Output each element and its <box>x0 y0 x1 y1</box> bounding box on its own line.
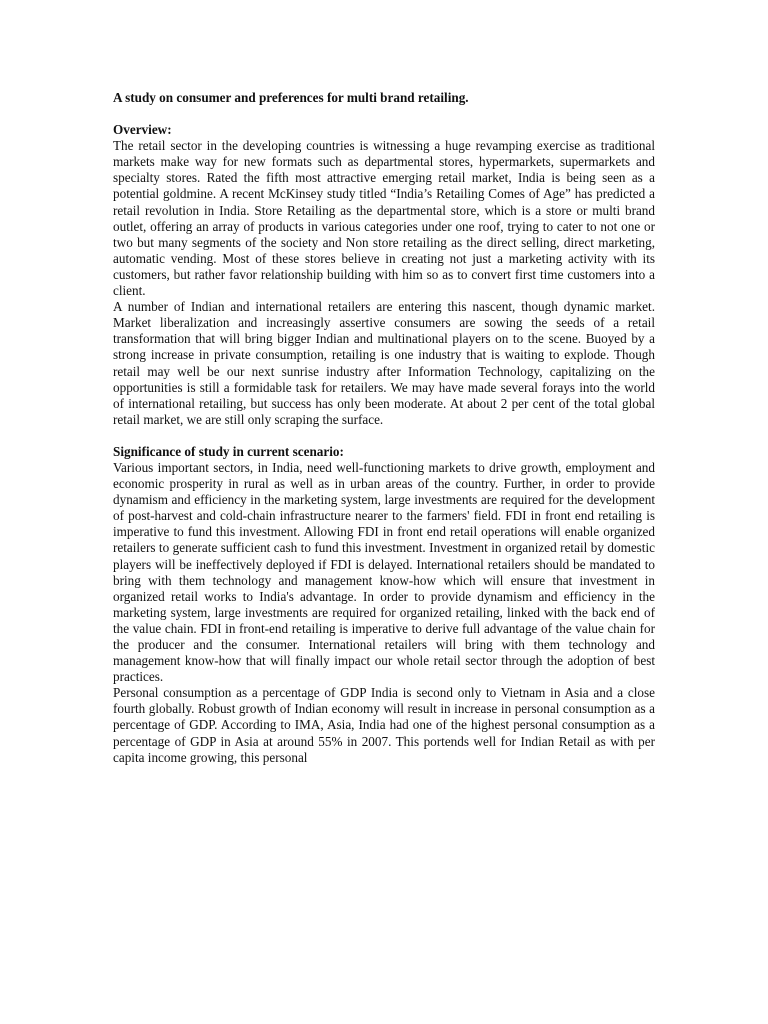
significance-paragraph-1: Various important sectors, in India, need well-functioning markets to drive growth, employment and economic prosperity in rural as well as in urban areas of the country. Further, in order to provide dynamism and efficiency in the marketing system, large investments are required for the development of post-harvest and cold-chain infrastructure nearer to the farmers' field. FDI in front end retailing is imperative to fund this investment. Allowing FDI in front end retail operations will enable organized retailers to generate sufficient cash to fund this investment. Investment in organized retail by domestic players will be ineffectively deployed if FDI is delayed. International retailers should be mandated to bring with them technology and management know-how which will ensure that investment in organized retail works to India's advantage. In order to provide dynamism and efficiency in the marketing system, large investments are required for organized retailing, linked with the back end of the value chain. FDI in front-end retailing is imperative to derive full advantage of the value chain for the producer and the consumer. International retailers will bring with them technology and management know-how that will finally impact our whole retail sector through the adoption of best practices. <box>113 459 655 685</box>
significance-paragraph-2: Personal consumption as a percentage of GDP India is second only to Vietnam in Asia and a close fourth globally. Robust growth of Indian economy will result in increase in personal consumption as a percentage of GDP. According to IMA, Asia, India had one of the highest personal consumption as a percentage of GDP in Asia at around 55% in 2007. This portends well for Indian Retail as with per capita income growing, this personal <box>113 685 655 765</box>
document-page <box>113 90 655 766</box>
section-heading-significance: Significance of study in current scenario: <box>113 443 344 459</box>
overview-paragraph-2: A number of Indian and international retailers are entering this nascent, though dynamic market. Market liberalization and increasingly assertive consumers are sowing the seeds of a retail transformation that will bring bigger Indian and multinational players on to the scene. Buoyed by a strong increase in private consumption, retailing is one industry that is waiting to explode. Though retail may well be our next sunrise industry after Information Technology, capitalizing on the opportunities is still a formidable task for retailers. We may have made several forays into the world of international retailing, but success has only been moderate. At about 2 per cent of the total global retail market, we are still only scraping the surface. <box>113 299 655 427</box>
section-spacer <box>113 428 655 444</box>
overview-paragraph-1: The retail sector in the developing countries is witnessing a huge revamping exercise as traditional markets make way for new formats such as departmental stores, hypermarkets, supermarkets and specialty stores. Rated the fifth most attractive emerging retail market, India is being seen as a potential goldmine. A recent McKinsey study titled “India’s Retailing Comes of Age” has predicted a retail revolution in India. Store Retailing as the departmental store, which is a store or multi brand outlet, offering an array of products in various categories under one roof, trying to cater to not one or two but many segments of the society and Non store retailing as the direct selling, direct marketing, automatic vending. Most of these stores believe in creating not just a marketing activity with its customers, but rather favor relationship building with him so as to convert first time customers into a client. <box>113 138 655 299</box>
document-title: A study on consumer and preferences for multi brand retailing. <box>113 90 469 105</box>
section-heading-overview: Overview: <box>113 122 172 138</box>
